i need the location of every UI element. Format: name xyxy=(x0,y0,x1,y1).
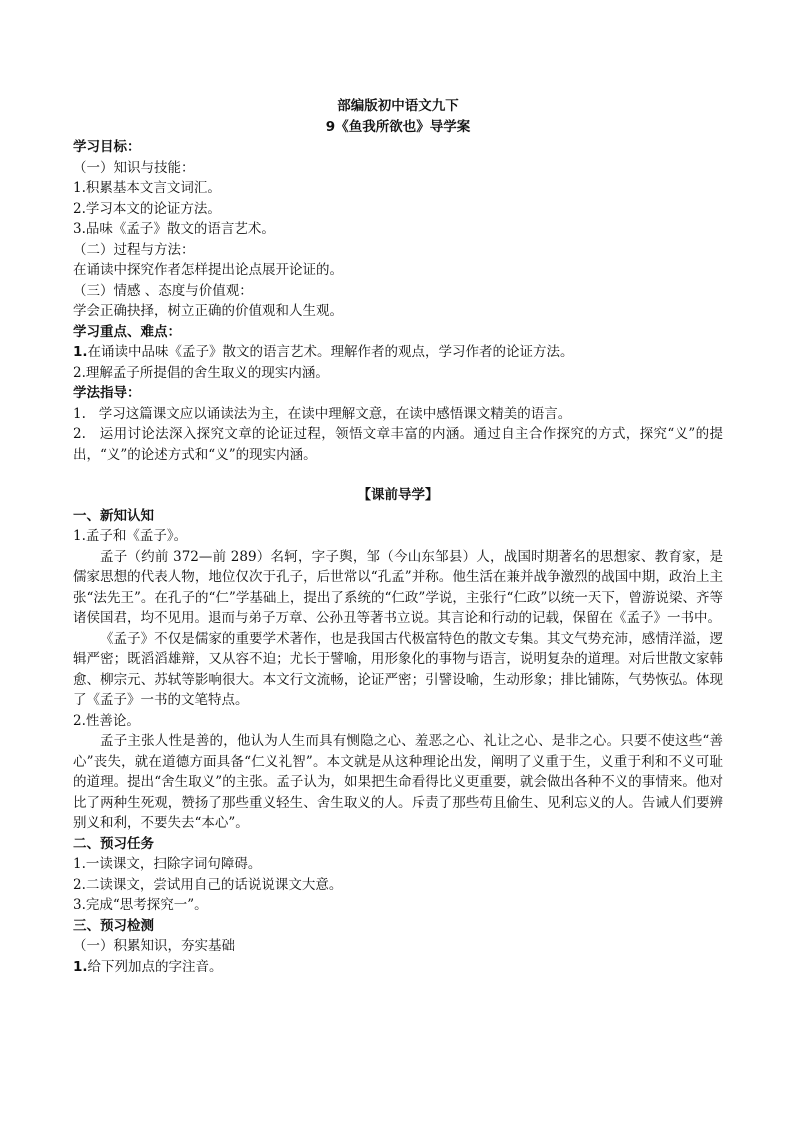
part3-heading: 三、预习检测 xyxy=(73,917,154,934)
keypoints-item-2: 2.理解孟子所提倡的舍生取义的现实内涵。 xyxy=(73,364,329,381)
keypoints-item-1 xyxy=(73,342,723,363)
document-page xyxy=(73,96,723,977)
part1-heading: 一、新知认知 xyxy=(73,507,154,524)
objectives-heading: 学习目标： xyxy=(73,139,141,155)
document-title-line2: 9《鱼我所欲也》导学案 xyxy=(325,118,471,135)
keypoints-item-1-number: 1. xyxy=(73,344,88,360)
objectives-s3-heading: （三）情感 、态度与价值观： xyxy=(73,282,253,299)
objectives-s1-item: 3.品味《孟子》散文的语言艺术。 xyxy=(73,221,275,237)
objectives-s1-item: 2.学习本文的论证方法。 xyxy=(73,200,221,217)
check-item-1-text: 给下列加点的字注音。 xyxy=(87,958,223,975)
preview-section-title: 【课前导学】 xyxy=(357,487,439,503)
objectives-s3-text: 学会正确抉择，树立正确的价值观和人生观。 xyxy=(73,303,343,319)
objectives-s2-text: 在诵读中探究作者怎样提出论点展开论证的。 xyxy=(73,262,343,278)
document-title-line1: 部编版初中语文九下 xyxy=(337,98,459,114)
keypoints-heading: 学习重点、难点： xyxy=(73,323,181,340)
task-item: 1.一读课文，扫除字词句障碍。 xyxy=(73,856,262,872)
check-item-1-number: 1. xyxy=(73,958,88,975)
methods-heading: 学法指导： xyxy=(73,385,141,401)
keypoints-item-1-text: 在诵读中品味《孟子》散文的语言艺术。理解作者的观点，学习作者的论证方法。 xyxy=(87,344,574,360)
objectives-s1-item: 1.积累基本文言文词汇。 xyxy=(73,180,221,196)
task-item: 2.二读课文，尝试用自己的话说说课文大意。 xyxy=(73,876,343,893)
check-item-1 xyxy=(73,957,723,978)
objectives-s2-heading: （二）过程与方法： xyxy=(73,241,195,258)
section-spacer xyxy=(73,465,723,485)
part1-subheading-mencius: 1.孟子和《孟子》。 xyxy=(73,528,188,544)
objectives-s1-heading: （一）知识与技能： xyxy=(73,159,195,176)
part1-subheading-goodness: 2.性善论。 xyxy=(73,712,140,729)
task-item: 3.完成“思考探究一”。 xyxy=(73,897,208,913)
methods-item-2: 2. 运用讨论法深入探究文章的论证过程，领悟文章丰富的内涵。通过自主合作探究的方式，探究“义”的提出，“义”的论述方式和“义”的现实内涵。 xyxy=(73,426,723,463)
mencius-intro-paragraph: 孟子（约前 372—前 289）名轲，字子舆，邹（今山东邹县）人，战国时期著名的思想家、教育家，是儒家思想的代表人物，地位仅次于孔子，后世常以“孔孟”并称。他生活在兼并战争激烈的战国中期，政治上主张“法先王”。在孔子的“仁”学基础上，提出了系统的“仁政”学说，主张行“仁政”以统一天下，曾游说梁、齐等诸侯国君，均不见用。退而与弟子万章、公孙丑等著书立说。其言论和行动的记载，保留在《孟子》一书中。 xyxy=(73,548,723,626)
part2-heading: 二、预习任务 xyxy=(73,835,154,852)
goodness-theory-paragraph: 孟子主张人性是善的，他认为人生而具有恻隐之心、羞恶之心、礼让之心、是非之心。只要不使这些“善心”丧失，就在道德方面具备“仁义礼智”。本文就是从这种理论出发，阐明了义重于生，义重于利和不义可耻的道理。提出“舍生取义”的主张。孟子认为，如果把生命看得比义更重要，就会做出各种不义的事情来。他对比了两种生死观，赞扬了那些重义轻生、舍生取义的人。斥责了那些苟且偷生、见利忘义的人。告诫人们要辨别义和利，不要失去“本心”。 xyxy=(73,733,723,831)
mencius-book-paragraph: 《孟子》不仅是儒家的重要学术著作，也是我国古代极富特色的散文专集。其文气势充沛，感情洋溢，逻辑严密；既滔滔雄辩，又从容不迫；尤长于譬喻，用形象化的事物与语言，说明复杂的道理。对后世散文家韩愈、柳宗元、苏轼等影响很大。本文行文流畅，论证严密；引譬设喻，生动形象；排比铺陈，气势恢弘。体现了《孟子》一书的文笔特点。 xyxy=(73,630,723,708)
methods-item-1: 1. 学习这篇课文应以诵读法为主，在读中理解文意，在读中感悟课文精美的语言。 xyxy=(73,405,572,422)
check-subheading: （一）积累知识，夯实基础 xyxy=(73,938,235,954)
